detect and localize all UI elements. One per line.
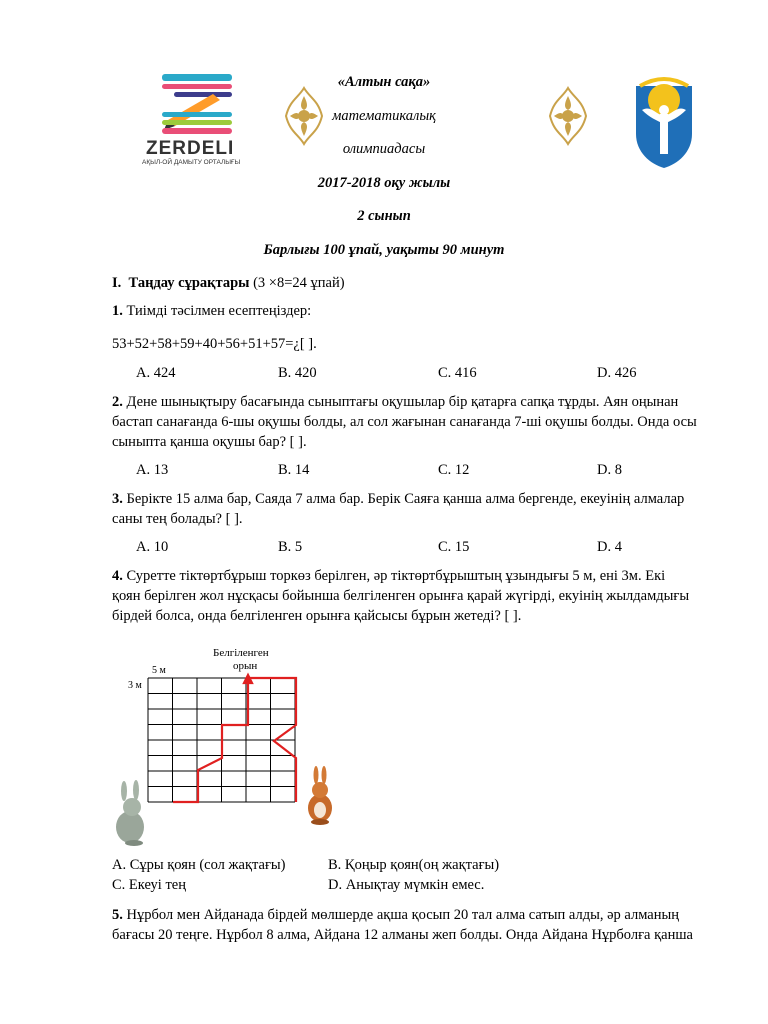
title-line-2: математикалық bbox=[332, 108, 436, 124]
question-line: саны тең болады? [ ]. bbox=[112, 511, 243, 527]
question-number: 5. bbox=[112, 907, 123, 923]
question-1-expression: 53+52+58+59+40+56+51+57=¿[ ]. bbox=[112, 336, 317, 352]
question-number: 2. bbox=[112, 394, 123, 410]
question-text: Берікте 15 алма бар, Саяда 7 алма бар. Берік Саяға қанша алма бергенде, екеуінің алмалар bbox=[126, 491, 685, 507]
question-2 bbox=[112, 392, 719, 452]
question-line bbox=[112, 489, 719, 509]
section-title: Таңдау сұрақтары bbox=[128, 275, 250, 291]
question-1 bbox=[112, 303, 311, 320]
section-heading bbox=[112, 275, 345, 292]
question-3 bbox=[112, 489, 719, 529]
q1-option-d: D. 426 bbox=[597, 365, 637, 381]
grey-rabbit-icon bbox=[116, 780, 144, 846]
q1-option-a: A. 424 bbox=[136, 365, 176, 381]
question-line: бағасы 20 теңге. Нұрбол 8 алма, Айдана 12 алманы жеп болды. Онда Айдана Нұрболға қанша bbox=[112, 927, 693, 943]
question-text: Суретте тіктөртбұрыш торкөз берілген, әр тіктөртбұрыштың ұзындығы 5 м, ені 3м. Екі bbox=[126, 568, 666, 584]
question-number: 4. bbox=[112, 568, 123, 584]
grade: 2 сынып bbox=[357, 208, 411, 224]
q4-option-a: A. Сұры қоян (сол жақтағы) bbox=[112, 857, 286, 873]
grid-icon bbox=[108, 645, 348, 850]
olympiad-title: «Алтын сақа» bbox=[337, 74, 431, 90]
q4-option-b: B. Қоңыр қоян(оң жақтағы) bbox=[328, 857, 500, 873]
question-text: Нұрбол мен Айданада бірдей мөлшерде ақша қосып 20 тал алма сатып алды, әр алманың bbox=[126, 907, 679, 923]
q3-option-c: C. 15 bbox=[438, 539, 470, 555]
zerdeli-subtitle: АҚЫЛ-ОЙ ДАМЫТУ ОРТАЛЫҒЫ bbox=[142, 159, 241, 166]
question-line: бастап санағанда 6-шы оқушы болды, ал сол жағынан санағанда 7-ші оқушы болды. Онда осы bbox=[112, 414, 697, 430]
q2-option-d: D. 8 bbox=[597, 462, 622, 478]
section-number: I. bbox=[112, 275, 122, 291]
q4-option-d: D. Анықтау мүмкін емес. bbox=[328, 877, 485, 893]
width-label: 5 м bbox=[152, 665, 166, 676]
question-line bbox=[112, 566, 719, 586]
q3-option-d: D. 4 bbox=[597, 539, 622, 555]
question-line bbox=[112, 392, 719, 412]
q1-option-c: C. 416 bbox=[438, 365, 477, 381]
academic-year: 2017-2018 оқу жылы bbox=[317, 175, 451, 191]
question-line: бірдей болса, онда белгіленген орынға қайсысы бұрын жетеді? [ ]. bbox=[112, 608, 522, 624]
height-label: 3 м bbox=[128, 680, 142, 691]
question-number: 1. bbox=[112, 303, 123, 319]
question-number: 3. bbox=[112, 491, 123, 507]
q3-option-b: B. 5 bbox=[278, 539, 303, 555]
q1-option-b: B. 420 bbox=[278, 365, 317, 381]
target-label-2: орын bbox=[233, 660, 258, 672]
q2-option-a: A. 13 bbox=[136, 462, 169, 478]
q3-option-a: A. 10 bbox=[136, 539, 169, 555]
q2-option-c: C. 12 bbox=[438, 462, 470, 478]
zerdeli-name: ZERDELI bbox=[146, 138, 235, 159]
total-points: Барлығы 100 ұпай, уақыты 90 минут bbox=[263, 242, 505, 258]
question-text: Тиімді тәсілмен есептеңіздер: bbox=[126, 303, 312, 319]
question-4 bbox=[112, 566, 719, 626]
q4-option-c: C. Екеуі тең bbox=[112, 877, 186, 893]
target-label-1: Белгіленген bbox=[213, 647, 269, 659]
question-line bbox=[112, 905, 719, 925]
question-line: қоян берілген жол нұсқасы бойынша белгіленген орынға қарай жүгірді, екуінің жылдамдығы bbox=[112, 588, 690, 604]
question-text: Дене шынықтыру басағында сыныптағы оқушылар бір қатарға сапқа тұрды. Аян оңынан bbox=[126, 394, 679, 410]
grid-figure bbox=[108, 645, 348, 850]
q2-option-b: B. 14 bbox=[278, 462, 310, 478]
brown-rabbit-icon bbox=[308, 766, 332, 825]
title-line-3: олимпиадасы bbox=[342, 141, 426, 157]
question-line: сыныпта қанша оқушы бар? [ ]. bbox=[112, 434, 307, 450]
section-points: (3 ×8=24 ұпай) bbox=[253, 275, 345, 291]
question-5 bbox=[112, 905, 719, 945]
